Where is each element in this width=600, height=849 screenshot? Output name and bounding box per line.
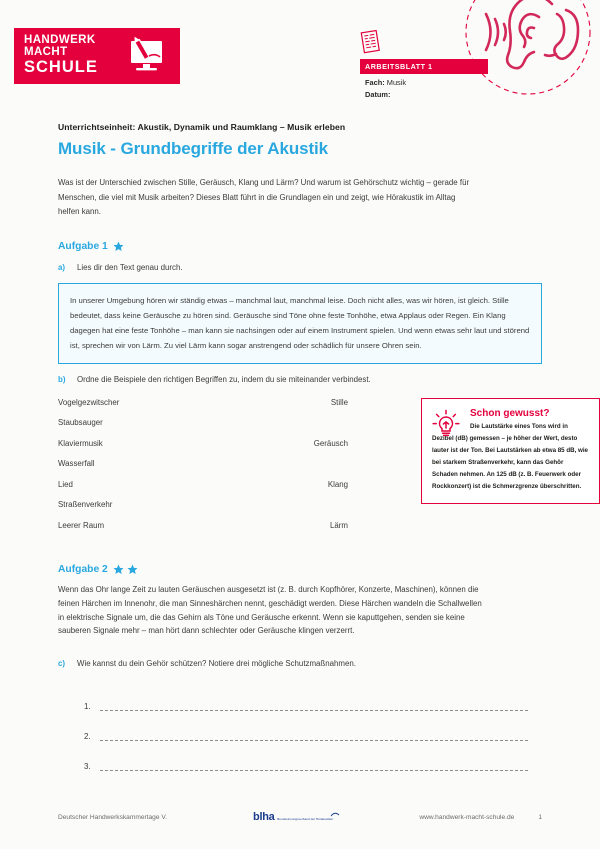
page-header xyxy=(0,0,600,108)
logo-line-schule: SCHULE xyxy=(24,58,98,77)
subject-label: Fach: xyxy=(365,77,385,87)
footer-right-group xyxy=(419,814,542,821)
footer-website[interactable]: www.handwerk-macht-schule.de xyxy=(419,814,515,821)
task-1b xyxy=(58,373,542,386)
worksheet-number-tag: ARBEITSBLATT 1 xyxy=(360,59,488,74)
matching-row[interactable] xyxy=(58,480,348,501)
task-1a-text: Lies dir den Text genau durch. xyxy=(77,262,183,272)
matching-row[interactable] xyxy=(58,439,348,460)
task-2-heading xyxy=(58,564,542,575)
monitor-pencil-icon xyxy=(124,36,170,76)
star-icon xyxy=(113,241,124,252)
blha-logo xyxy=(167,812,419,823)
did-you-know-title: Schon gewusst? xyxy=(470,407,550,419)
matching-example[interactable]: Staubsauger xyxy=(58,418,103,428)
matching-term[interactable]: Lärm xyxy=(330,520,348,530)
task-2c xyxy=(58,657,542,670)
unit-subtitle: Unterrichtseinheit: Akustik, Dynamik und Raumklang – Musik erleben xyxy=(58,122,346,132)
answer-number: 2. xyxy=(84,732,91,742)
task-1a xyxy=(58,261,542,274)
task-2-difficulty-stars xyxy=(113,564,138,575)
matching-example[interactable]: Leerer Raum xyxy=(58,520,105,530)
matching-row[interactable] xyxy=(58,398,348,419)
sound-arc-icon xyxy=(330,811,340,817)
matching-example[interactable]: Wasserfall xyxy=(58,459,95,469)
matching-example[interactable]: Lied xyxy=(58,479,73,489)
answer-line[interactable] xyxy=(84,741,542,771)
star-icon xyxy=(113,564,124,575)
did-you-know-text: Die Lautstärke eines Tons wird in Dezibel (dB) gemessen – je höher der Wert, desto lauter ist der Ton. Bei Lautstärken ab etwa 85 dB, wie bei starkem Straßenverkehr, kann das Gehör Schaden nehmen. An 125 dB (z. B. Feuerwerk oder Rockkonzert) ist die Schmerzgrenze überschritten. xyxy=(432,422,588,491)
answer-lines xyxy=(58,681,542,771)
matching-example[interactable]: Klaviermusik xyxy=(58,438,103,448)
intro-paragraph: Was ist der Unterschied zwischen Stille, Geräusch, Klang und Lärm? Und warum ist Gehörschutz wichtig – gerade für Menschen, die viel mit Musik arbeiten? Dieses Blatt führt in die Grundlagen ein und zeigt, wie Hörakustik im Alltag helfen kann. xyxy=(58,178,470,217)
task-1-difficulty-stars xyxy=(113,241,124,252)
task-1b-text: Ordne die Beispiele den richtigen Begriffen zu, indem du sie miteinander verbindest. xyxy=(77,375,371,385)
matching-row[interactable] xyxy=(58,500,348,521)
document-icon xyxy=(360,30,382,56)
blha-subline: Bundesinnungsverband der Hörakustiker xyxy=(277,817,334,821)
logo-line-macht: MACHT xyxy=(24,46,68,59)
task-1b-label: b) xyxy=(58,375,66,385)
blha-wordmark xyxy=(253,812,333,823)
matching-term[interactable]: Geräusch xyxy=(313,438,348,448)
answer-number: 1. xyxy=(84,702,91,712)
task-2-label: Aufgabe 2 xyxy=(58,564,108,576)
answer-line[interactable] xyxy=(84,681,542,711)
task-2c-label: c) xyxy=(58,658,66,668)
answer-number: 3. xyxy=(84,762,91,772)
matching-row[interactable] xyxy=(58,418,348,439)
date-label: Datum: xyxy=(365,90,391,99)
handwerk-macht-schule-logo xyxy=(14,28,180,84)
page-title: Musik - Grundbegriffe der Akustik xyxy=(58,139,328,158)
answer-write-line[interactable] xyxy=(100,761,528,771)
reading-text-box: In unserer Umgebung hören wir ständig etwas – manchmal laut, manchmal leise. Doch nicht alles, was wir hören, ist gleich. Stille bedeutet, dass keine Geräusche zu hören sind. Geräusche sind Töne ohne feste Tonhöhe, etwa Applaus oder Regen. Ein Klang dagegen hat eine feste Tonhöhe – man kann sie nachsingen oder auf einem Instrument spielen. Und wenn etwas sehr laut und störend ist, sprechen wir von Lärm. Zu viel Lärm kann sogar anstrengend oder schädlich für unsere Ohren sein. xyxy=(58,283,542,364)
did-you-know-box xyxy=(421,398,600,505)
matching-term[interactable]: Klang xyxy=(327,479,348,489)
task-2c-text: Wie kannst du dein Gehör schützen? Notiere drei mögliche Schutzmaßnahmen. xyxy=(77,658,356,668)
logo-line-handwerk: HANDWERK xyxy=(24,34,96,47)
matching-row[interactable] xyxy=(58,521,348,542)
matching-term[interactable]: Stille xyxy=(330,397,348,407)
matching-example[interactable]: Vogelgezwitscher xyxy=(58,397,120,407)
task-2-paragraph: Wenn das Ohr lange Zeit zu lauten Geräuschen ausgesetzt ist (z. B. durch Kopfhörer, Konzerte, Maschinen), können die feinen Härchen im Innenohr, die man Sinneshärchen nennt, geschädigt werden. Diese Härchen wandeln die Schallwellen in elektrische Signale um, die das Gehirn als Töne und Geräusche erkennt. Wenn sie kaputtgehen, senden sie keine sauberen Signale mehr – man hört dann schlechter oder Geräusche klingen verzerrt. xyxy=(58,585,482,636)
worksheet-content xyxy=(0,122,600,771)
answer-line[interactable] xyxy=(84,711,542,741)
star-icon xyxy=(127,564,138,575)
ear-hearing-aid-illustration xyxy=(440,0,600,120)
matching-exercise xyxy=(58,397,588,542)
footer-publisher: Deutscher Handwerkskammertage V. xyxy=(58,814,167,821)
task-1-heading xyxy=(58,241,542,252)
matching-example[interactable]: Straßenverkehr xyxy=(58,500,113,510)
answer-write-line[interactable] xyxy=(100,701,528,711)
task-1a-label: a) xyxy=(58,262,66,272)
task-1-label: Aufgabe 1 xyxy=(58,240,108,252)
page-footer xyxy=(0,812,600,823)
subject-value: Musik xyxy=(386,77,407,87)
matching-row[interactable] xyxy=(58,459,348,480)
answer-write-line[interactable] xyxy=(100,731,528,741)
logo-wordmark xyxy=(24,35,124,76)
lightbulb-icon xyxy=(431,409,461,441)
blha-text: blha xyxy=(253,811,275,823)
page-number: 1 xyxy=(538,814,542,821)
